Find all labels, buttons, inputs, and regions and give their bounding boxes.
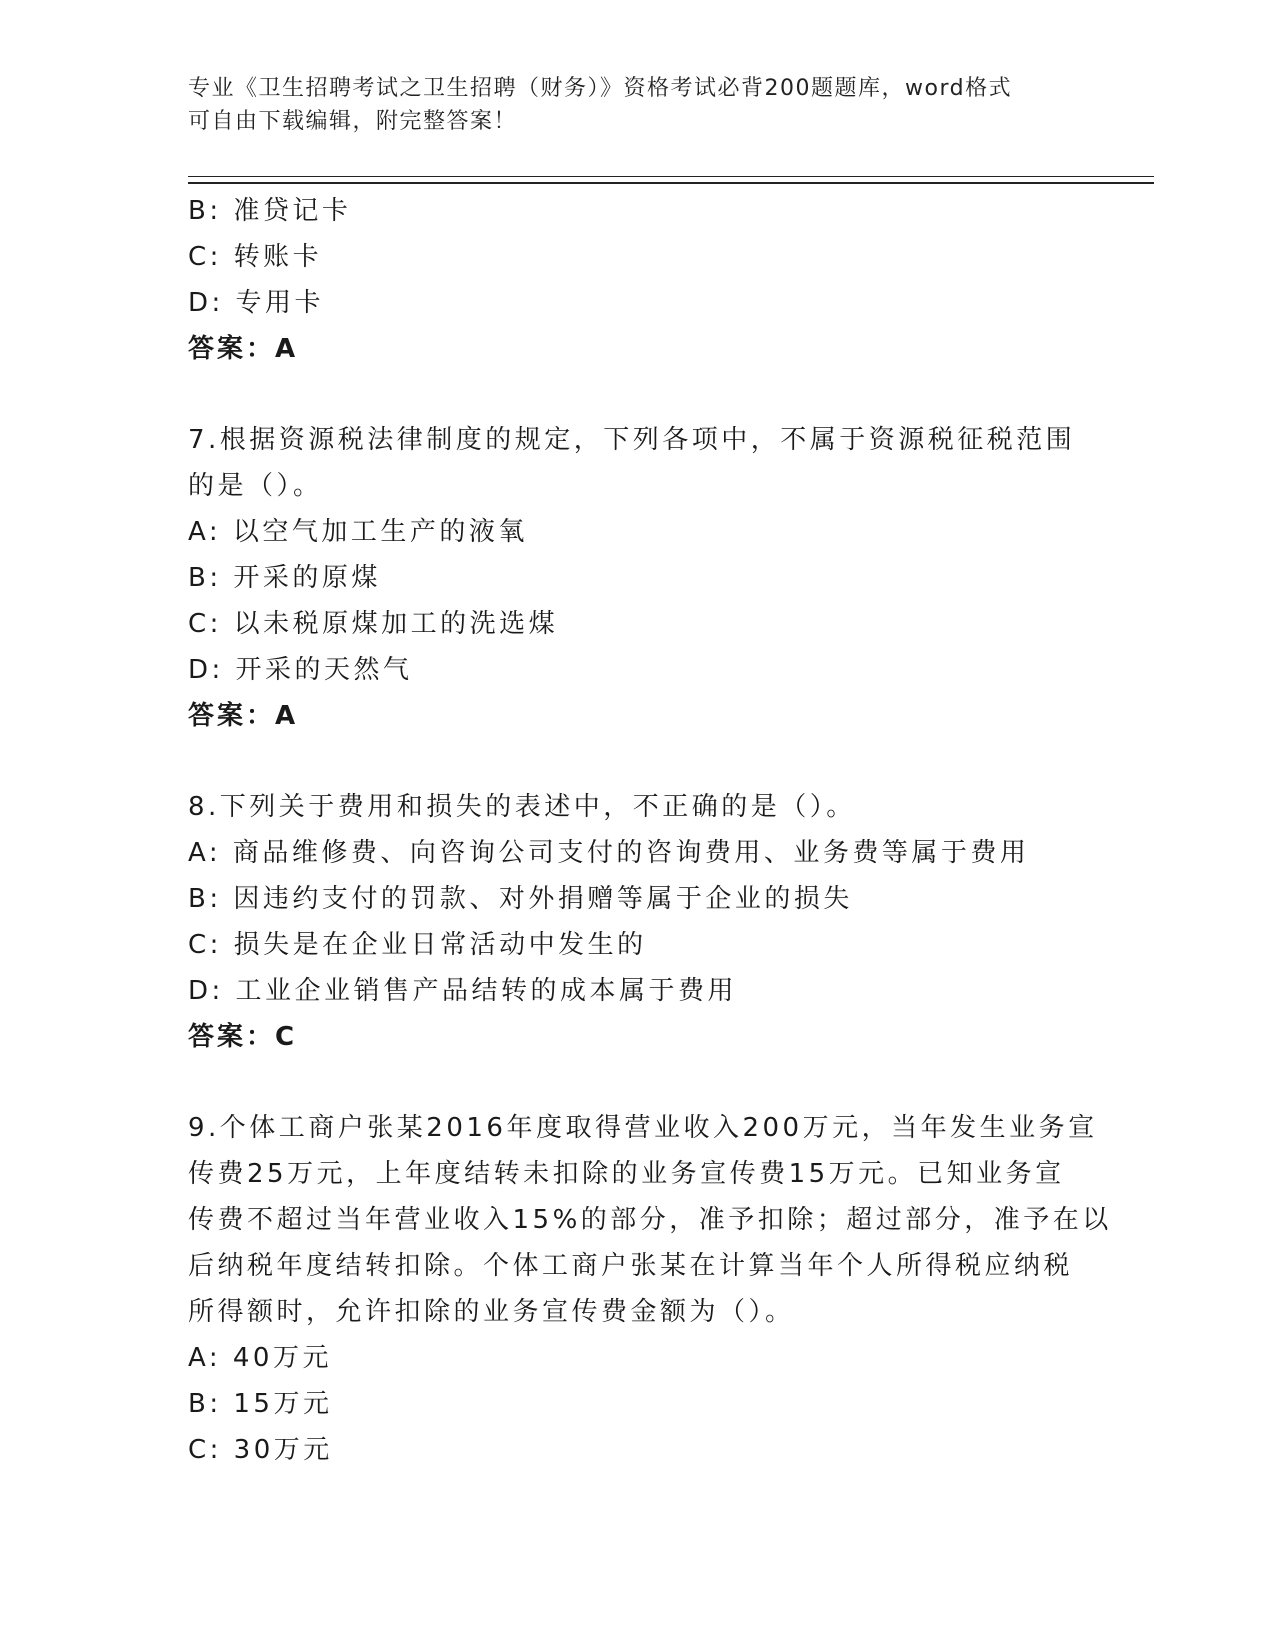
document-body bbox=[188, 188, 1112, 1473]
question-stem: 7.根据资源税法律制度的规定，下列各项中，不属于资源税征税范围 bbox=[188, 425, 1076, 455]
option-d: D: 专用卡 bbox=[188, 288, 325, 318]
option-c: C: 损失是在企业日常活动中发生的 bbox=[188, 930, 647, 960]
option-b: B: 因违约支付的罚款、对外捐赠等属于企业的损失 bbox=[188, 884, 853, 914]
question-stem: 8.下列关于费用和损失的表述中，不正确的是（）。 bbox=[188, 792, 856, 822]
spacer bbox=[188, 372, 1088, 417]
option-d: D: 工业企业销售产品结转的成本属于费用 bbox=[188, 976, 738, 1006]
question-9 bbox=[188, 1105, 1112, 1473]
answer: 答案：C bbox=[188, 1022, 298, 1052]
option-b: B: 开采的原煤 bbox=[188, 563, 381, 593]
option-b: B: 15万元 bbox=[188, 1389, 333, 1419]
option-c: C: 30万元 bbox=[188, 1435, 333, 1465]
question-stem: 的是（）。 bbox=[188, 471, 323, 501]
option-b: B: 准贷记卡 bbox=[188, 196, 352, 226]
header-divider bbox=[188, 176, 1154, 184]
question-stem: 9.个体工商户张某2016年度取得营业收入200万元，当年发生业务宣 bbox=[188, 1113, 1098, 1143]
answer: 答案：A bbox=[188, 334, 299, 364]
header-line-1: 专业《卫生招聘考试之卫生招聘（财务）》资格考试必背200题题库，word格式 bbox=[188, 76, 1013, 101]
question-stem: 传费25万元，上年度结转未扣除的业务宣传费15万元。已知业务宣 bbox=[188, 1159, 1065, 1189]
header-line-2: 可自由下载编辑，附完整答案！ bbox=[188, 109, 518, 134]
question-7 bbox=[188, 417, 1088, 739]
option-a: A: 商品维修费、向咨询公司支付的咨询费用、业务费等属于费用 bbox=[188, 838, 1030, 868]
option-d: D: 开采的天然气 bbox=[188, 655, 413, 685]
question-6 bbox=[188, 188, 1088, 372]
option-a: A: 以空气加工生产的液氧 bbox=[188, 517, 528, 547]
question-stem: 传费不超过当年营业收入15%的部分，准予扣除；超过部分，准予在以 bbox=[188, 1205, 1112, 1235]
answer: 答案：A bbox=[188, 701, 299, 731]
option-c: C: 以未税原煤加工的洗选煤 bbox=[188, 609, 559, 639]
question-stem: 后纳税年度结转扣除。个体工商户张某在计算当年个人所得税应纳税 bbox=[188, 1251, 1074, 1281]
question-stem: 所得额时，允许扣除的业务宣传费金额为（）。 bbox=[188, 1297, 795, 1327]
page-header bbox=[188, 72, 1088, 138]
question-8 bbox=[188, 784, 1088, 1060]
option-c: C: 转账卡 bbox=[188, 242, 323, 272]
option-a: A: 40万元 bbox=[188, 1343, 332, 1373]
spacer bbox=[188, 739, 1088, 784]
spacer bbox=[188, 1060, 1088, 1105]
